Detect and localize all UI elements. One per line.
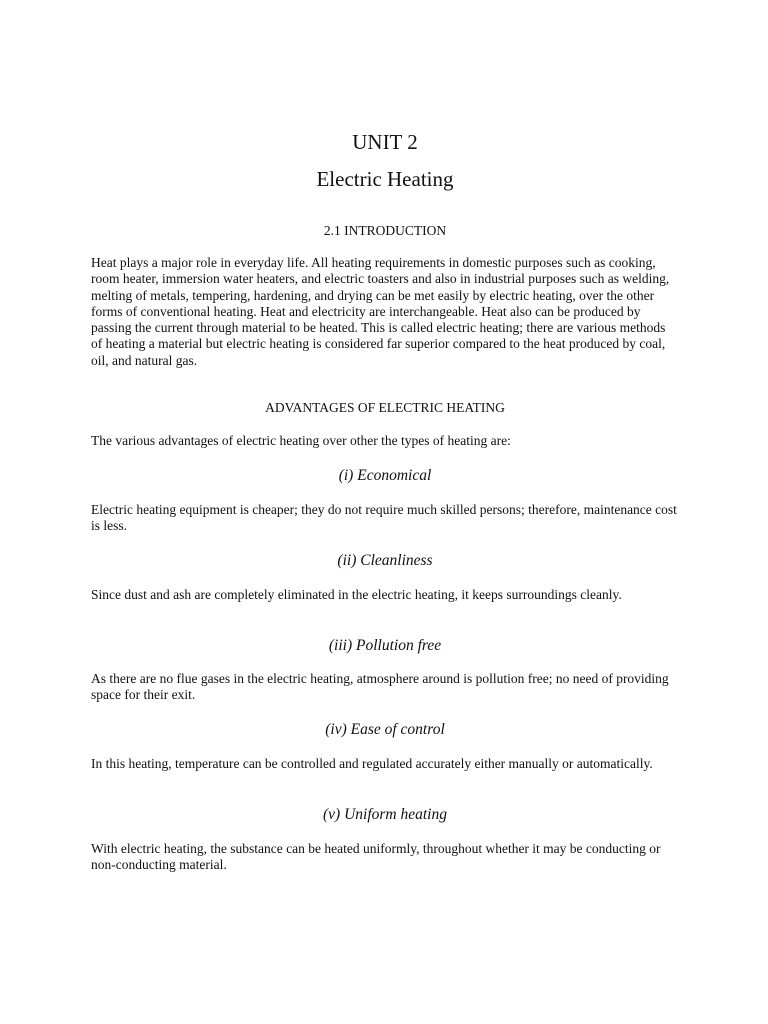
intro-heading: 2.1 INTRODUCTION [323,223,447,238]
advantage-heading-economical: (i) Economical [338,467,432,484]
advantage-text-cleanliness: Since dust and ash are completely eliminated in the electric heating, it keeps surroundings cleanly. [91,587,622,602]
intro-paragraph: Heat plays a major role in everyday life. All heating requirements in domestic purposes such as cooking, room heater, immersion water heaters, and electric toasters and also in industrial purposes such as welding, melting of metals, tempering, hardening, and drying can be met easily by electric heating, over the other forms of conventional heating. Heat and electricity are interchangeable. Heat also can be produced by passing the current through material to be heated. This is called electric heating; there are various methods of heating a material but electric heating is considered far superior compared to the heat produced by coal, oil, and natural gas. [91,255,670,368]
advantage-heading-uniform-heating: (v) Uniform heating [323,806,447,823]
unit-subtitle: Electric Heating [316,167,454,191]
advantages-intro: The various advantages of electric heating over other the types of heating are: [91,433,511,448]
advantage-heading-ease-of-control: (iv) Ease of control [325,721,445,738]
advantage-heading-cleanliness: (ii) Cleanliness [337,552,433,569]
advantage-heading-pollution-free: (iii) Pollution free [328,637,442,654]
advantage-text-uniform-heating: With electric heating, the substance can be heated uniformly, throughout whether it may be conducting or non-conducting material. [91,841,661,873]
advantage-text-ease-of-control: In this heating, temperature can be controlled and regulated accurately either manually or automatically. [91,756,653,771]
unit-title: UNIT 2 [352,130,418,154]
advantage-text-economical: Electric heating equipment is cheaper; they do not require much skilled persons; therefore, maintenance cost is less. [91,502,677,534]
advantages-heading: ADVANTAGES OF ELECTRIC HEATING [265,400,505,415]
advantage-text-pollution-free: As there are no flue gases in the electric heating, atmosphere around is pollution free; no need of providing space for their exit. [91,671,669,703]
